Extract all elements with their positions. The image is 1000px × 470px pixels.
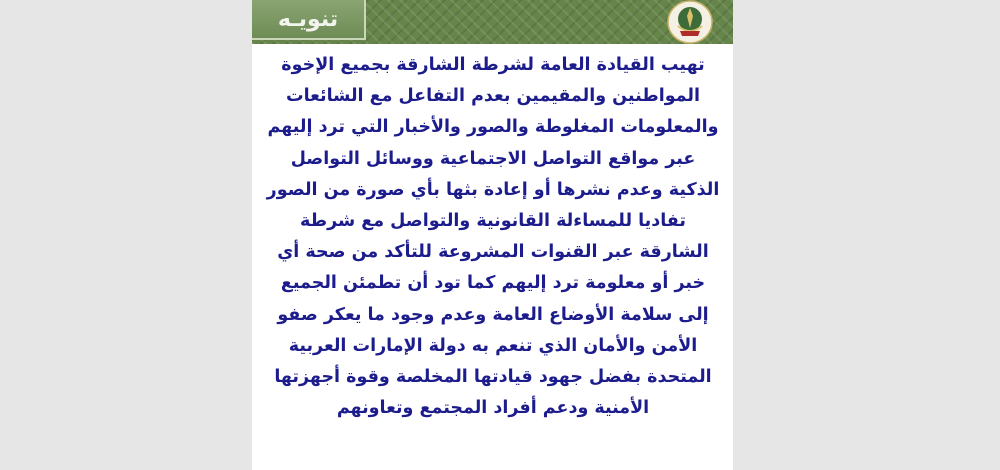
left-margin bbox=[0, 0, 252, 470]
notice-title: تنويـه bbox=[277, 6, 339, 32]
right-margin bbox=[733, 0, 1000, 470]
notice-panel bbox=[252, 0, 733, 470]
notice-banner bbox=[252, 0, 733, 44]
notice-body: تهيب القيادة العامة لشرطة الشارقة بجميع الإخوة المواطنين والمقيمين بعدم التفاعل مع الشائعات والمعلومات المغلوطة والصور والأخبار التي ترد إليهم عبر مواقع التواصل الاجتماعية ووسائل التواصل الذكية وعدم نشرها أو إعادة بثها بأي صورة من الصور تفاديا للمساءلة القانونية والتواصل مع شرطة الشارقة عبر القنوات المشروعة للتأكد من صحة أي خبر أو معلومة ترد إليهم كما تود أن تطمئن الجميع إلى سلامة الأوضاع العامة وعدم وجود ما يعكر صفو الأمن والأمان الذي تنعم به دولة الإمارات العربية المتحدة بفضل جهود قيادتها المخلصة وقوة أجهزتها الأمنية ودعم أفراد المجتمع وتعاونهم bbox=[266, 55, 720, 419]
police-emblem-icon bbox=[663, 0, 717, 44]
title-box bbox=[252, 0, 366, 40]
